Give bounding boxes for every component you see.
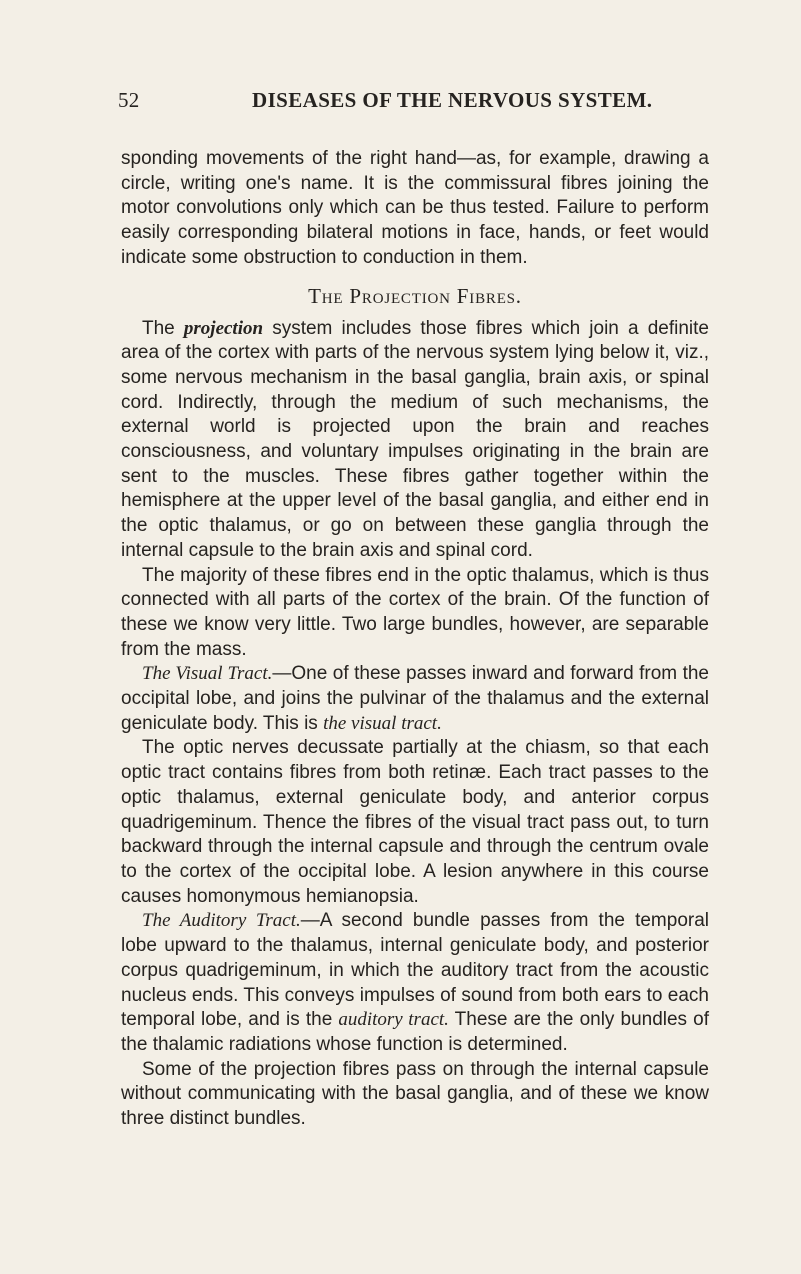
subheading-auditory-tract: The Auditory Tract. <box>142 910 301 932</box>
running-title: DISEASES OF THE NERVOUS SYSTEM. <box>252 88 653 112</box>
page-number: 52 <box>118 88 140 112</box>
paragraph-body: —One of these passes inward and forward from the occipital lobe, and joins the pulvinar of the thalamus and the external geniculate body. This is <box>121 663 710 734</box>
paragraph-lead: The <box>142 317 184 339</box>
subheading-visual-tract: The Visual Tract. <box>142 663 273 685</box>
term-projection: projection <box>183 317 264 339</box>
term-auditory-tract: auditory tract. <box>338 1009 449 1031</box>
paragraph-body-end: These are the only bundles of the thalamic radiations whose function is determined. <box>121 1009 709 1055</box>
book-page <box>118 88 710 1132</box>
section-heading: The Projection Fibres. <box>308 283 522 308</box>
paragraph-optic-nerves: The optic nerves decussate partially at the chiasm, so that each optic tract contains fibres from both retinæ. Each tract passes to the optic thalamus, external geniculate body, and anterior corpus quadrigeminum. Thence the fibres of the visual tract pass out, to turn backward through the internal capsule and through the centrum ovale to the cortex of the occipital lobe. A lesion anywhere in this course causes homonymous hemianopsia. <box>121 737 709 907</box>
paragraph-continued: sponding movements of the right hand—as, for example, drawing a circle, writing one's name. It is the commissural fibres joining the motor convolutions only which can be thus tested. Failure to perform easily corresponding bilateral motions in face, hands, or feet would indicate some obstruction to conduction in them. <box>121 148 709 268</box>
paragraph-body: —A second bundle passes from the temporal lobe upward to the thalamus, internal geniculate body, and posterior corpus quadrigeminum, in which the auditory tract from the acoustic nucleus ends. This conveys impulses of sound from both ears to each temporal lobe, and is the <box>121 910 709 1031</box>
paragraph-auditory-tract <box>121 909 709 1057</box>
running-head <box>118 88 709 122</box>
paragraph-majority: The majority of these fibres end in the optic thalamus, which is thus connected with all parts of the cortex of the brain. Of the function of these we know very little. Two large bundles, however, are separable from the mass. <box>121 564 709 660</box>
paragraph-visual-tract <box>121 662 709 736</box>
paragraph-body: system includes those fibres which join a definite area of the cortex with parts of the nervous system lying below it, viz., some nervous mechanism in the basal ganglia, brain axis, or spinal cord. Indirectly, through the medium of such mechanisms, the external world is projected upon the brain and reaches consciousness, and voluntary impulses originating in the brain are sent to the muscles. These fibres gather together within the hemisphere at the upper level of the basal ganglia, and either end in the optic thalamus, or go on between these ganglia through the internal capsule to the brain axis and spinal cord. <box>121 317 709 561</box>
paragraph-internal-capsule: Some of the projection fibres pass on through the internal capsule without communicating with the basal ganglia, and of these we know three distinct bundles. <box>121 1058 709 1130</box>
body-text <box>121 147 709 1132</box>
paragraph-projection-system <box>121 317 709 564</box>
term-visual-tract: the visual tract. <box>323 712 442 734</box>
